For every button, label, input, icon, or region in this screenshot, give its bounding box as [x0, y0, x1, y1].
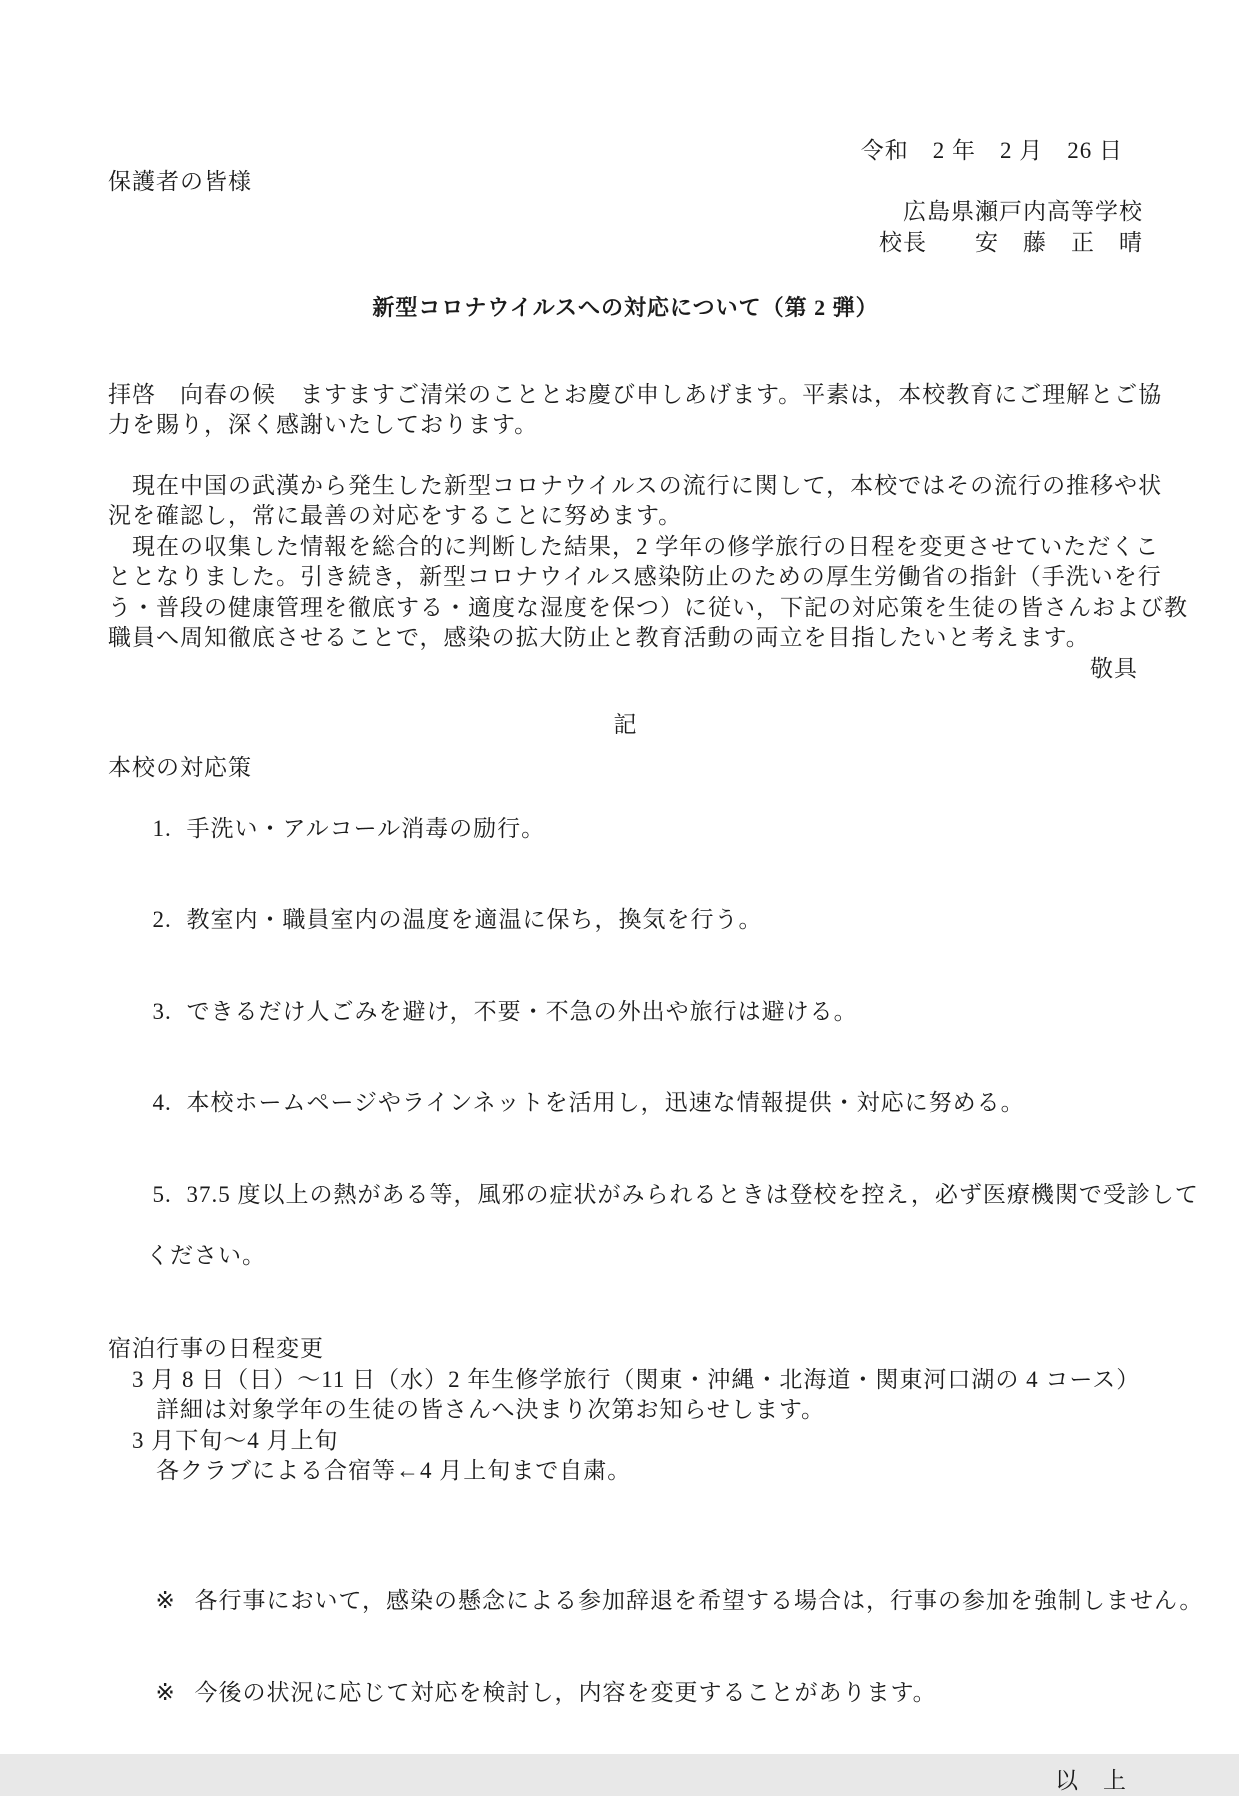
measure-text: 手洗い・アルコール消毒の励行。 — [187, 816, 546, 841]
measure-number: 5. — [153, 1180, 187, 1211]
body-line: ととなりました。引き続き，新型コロナウイルス感染防止のための厚生労働省の指針（手洗いを行 — [108, 562, 1143, 593]
body-line: 況を確認し，常に最善の対応をすることに努めます。 — [108, 501, 1143, 532]
measure-number: 2. — [153, 905, 187, 936]
measure-item — [108, 1149, 1143, 1241]
body-line: 職員へ周知徹底させることで，感染の拡大防止と教育活動の両立を目指したいと考えます。 — [108, 623, 1143, 654]
schedule-line: 各クラブによる合宿等←4 月上旬まで自粛。 — [108, 1456, 1143, 1487]
notes-section — [108, 1556, 1143, 1739]
greeting-line: 力を賜り，深く感謝いたしております。 — [108, 410, 1143, 441]
measure-number: 3. — [153, 997, 187, 1028]
measure-text: できるだけ人ごみを避け，不要・不急の外出や旅行は避ける。 — [187, 999, 858, 1024]
measure-text: 本校ホームページやラインネットを活用し，迅速な情報提供・対応に努める。 — [187, 1090, 1025, 1115]
record-marker: 記 — [108, 710, 1143, 741]
measure-item — [108, 783, 1143, 875]
measure-text: 教室内・職員室内の温度を適温に保ち，換気を行う。 — [187, 907, 763, 932]
schedule-line: 3 月 8 日（日）～11 日（水）2 年生修学旅行（関東・沖縄・北海道・関東河口湖の 4 コース） — [108, 1365, 1143, 1396]
note-line — [115, 1647, 1143, 1739]
body-line: 現在の収集した情報を総合的に判断した結果，2 学年の修学旅行の日程を変更させていただくこ — [108, 532, 1143, 563]
measure-text: 37.5 度以上の熱がある等，風邪の症状がみられるときは登校を控え，必ず医療機関で受診して — [187, 1182, 1199, 1207]
sender-principal: 校長 安 藤 正 晴 — [108, 228, 1143, 259]
body-paragraph — [108, 471, 1143, 654]
schedule-heading: 宿泊行事の日程変更 — [108, 1334, 1143, 1365]
recipient: 保護者の皆様 — [108, 167, 1143, 198]
reference-mark: ※ — [156, 1678, 195, 1709]
schedule-line: 3 月下旬～4 月上旬 — [108, 1426, 1143, 1457]
measure-item-continuation: ください。 — [108, 1241, 1143, 1272]
measure-number: 4. — [153, 1088, 187, 1119]
measure-number: 1. — [153, 814, 187, 845]
measure-item — [108, 875, 1143, 967]
schedule-line: 詳細は対象学年の生徒の皆さんへ決まり次第お知らせします。 — [108, 1395, 1143, 1426]
note-text: 今後の状況に応じて対応を検討し，内容を変更することがあります。 — [195, 1680, 937, 1705]
note-text: 各行事において，感染の懸念による参加辞退を希望する場合は，行事の参加を強制しません。 — [195, 1588, 1204, 1613]
body-line: う・普段の健康管理を徹底する・適度な湿度を保つ）に従い，下記の対応策を生徒の皆さんおよび教 — [108, 593, 1143, 624]
measures-heading: 本校の対応策 — [108, 753, 1143, 784]
reference-mark: ※ — [156, 1586, 195, 1617]
greeting-line: 拝啓 向春の候 ますますご清栄のこととお慶び申しあげます。平素は，本校教育にご理解とご協 — [108, 380, 1143, 411]
closing-keigu: 敬具 — [108, 654, 1143, 685]
measures-list — [108, 783, 1143, 1271]
document-title: 新型コロナウイルスへの対応について（第 2 弾） — [108, 293, 1143, 324]
date: 令和 2 年 2 月 26 日 — [108, 136, 1143, 167]
measure-item — [108, 1058, 1143, 1150]
note-line — [115, 1556, 1143, 1648]
measure-item — [108, 966, 1143, 1058]
end-marker: 以 上 — [108, 1766, 1143, 1796]
sender-school: 広島県瀬戸内高等学校 — [108, 197, 1143, 228]
greeting-paragraph — [108, 380, 1143, 441]
body-line: 現在中国の武漢から発生した新型コロナウイルスの流行に関して，本校ではその流行の推移や状 — [108, 471, 1143, 502]
